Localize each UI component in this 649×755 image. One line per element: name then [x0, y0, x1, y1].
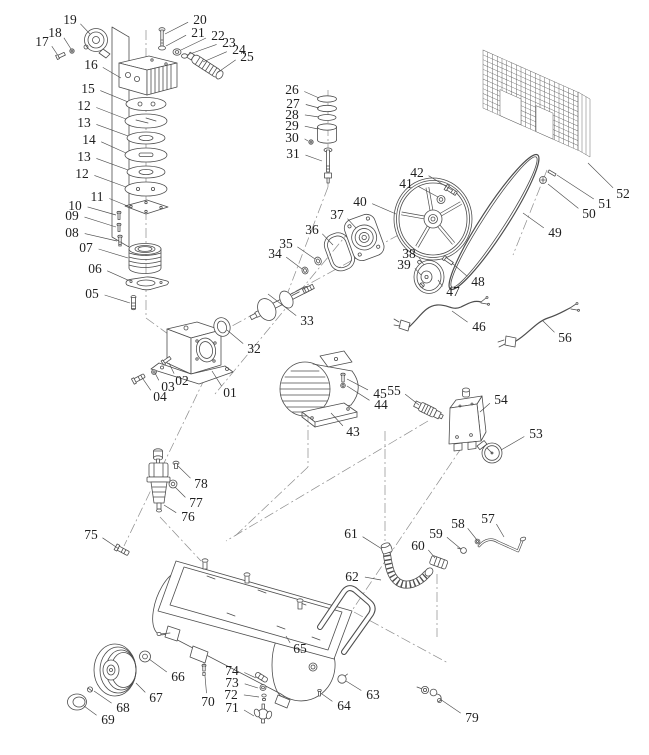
part-label: 68	[116, 699, 130, 715]
part-label: 39	[397, 256, 411, 272]
part-label: 60	[411, 537, 425, 553]
part-label: 64	[337, 697, 351, 713]
leader-line	[109, 199, 130, 208]
leader-line	[306, 155, 323, 161]
part-label: 61	[344, 525, 358, 541]
cylinder-drawing	[129, 244, 161, 274]
cylinder-gasket-drawing	[126, 277, 169, 290]
leader-line	[548, 184, 578, 208]
washer-18	[70, 49, 74, 53]
leader-line	[217, 60, 236, 73]
leader-line	[149, 659, 167, 672]
part-label: 13	[77, 148, 91, 164]
part-label: 21	[191, 24, 205, 40]
part-label: 56	[558, 329, 572, 345]
part-label: 46	[472, 318, 486, 334]
part-label: 53	[529, 425, 543, 441]
motor-drawing	[280, 351, 358, 427]
part-label: 34	[268, 245, 282, 261]
leader-line	[372, 204, 396, 214]
part-label: 57	[481, 510, 495, 526]
leader-line	[496, 524, 504, 537]
leader-line	[468, 528, 477, 540]
part-label: 40	[353, 193, 367, 209]
leader-line	[447, 537, 461, 549]
leader-line	[107, 271, 130, 281]
part-label: 63	[366, 686, 380, 702]
part-label: 09	[65, 207, 79, 223]
leader-line	[244, 695, 259, 697]
leader-line	[286, 257, 302, 269]
leader-line	[297, 247, 315, 259]
part-label: 19	[63, 11, 77, 27]
part-label: 06	[88, 260, 102, 276]
leader-line	[203, 52, 227, 62]
part-label: 59	[429, 525, 443, 541]
leader-line	[227, 330, 243, 344]
leader-line	[99, 249, 128, 258]
outlet-pipe-drawing	[458, 536, 527, 553]
part-label: 43	[346, 423, 360, 439]
part-label: 02	[175, 372, 189, 388]
pipe-fitting-58	[475, 539, 480, 544]
part-label: 31	[286, 145, 300, 161]
part-label: 66	[171, 668, 185, 684]
leader-line	[305, 139, 308, 141]
part-label: 24	[232, 41, 246, 57]
leader-line	[452, 263, 467, 276]
part-label: 11	[90, 188, 104, 204]
part-label: 71	[225, 699, 239, 715]
part-label: 10	[68, 197, 82, 213]
leader-line	[440, 699, 461, 713]
part-label: 07	[79, 239, 93, 255]
cylinder-head-drawing	[119, 56, 177, 95]
leader-line	[165, 22, 188, 34]
part-label: 78	[194, 475, 208, 491]
leader-line	[164, 505, 176, 513]
leader-line	[64, 38, 71, 49]
air-filter-drawing	[56, 29, 110, 60]
part-label: 47	[446, 283, 460, 299]
part-label: 29	[285, 117, 299, 133]
leader-line	[543, 321, 555, 332]
part-label: 05	[85, 285, 99, 301]
part-label: 28	[285, 106, 299, 122]
part-label: 33	[300, 312, 314, 328]
part-label: 41	[399, 175, 413, 191]
part-label: 77	[189, 494, 203, 510]
wheel-cap	[68, 694, 87, 710]
part-label: 13	[77, 114, 91, 130]
leader-line	[155, 373, 159, 380]
part-label: 03	[161, 378, 175, 394]
leader-line	[405, 394, 419, 405]
part-label: 08	[65, 224, 79, 240]
part-label: 37	[330, 206, 344, 222]
part-label: 45	[373, 385, 387, 401]
part-label: 12	[77, 97, 91, 113]
part-label: 74	[225, 662, 239, 678]
leader-line	[346, 681, 361, 691]
part-label: 32	[247, 340, 261, 356]
valve-plate-stack-drawing	[125, 98, 168, 215]
leader-line	[363, 537, 382, 549]
pressure-switch-drawing	[449, 388, 486, 451]
leader-line	[101, 142, 126, 153]
part-label: 79	[465, 709, 479, 725]
part-label: 73	[225, 674, 239, 690]
leader-line	[304, 92, 319, 99]
leader-line	[305, 126, 318, 129]
bolt-75-drawing	[114, 544, 130, 557]
check-valve-drawing	[413, 400, 444, 421]
leader-line	[306, 105, 319, 109]
wheel-drawing	[68, 644, 151, 710]
part-label: 48	[471, 273, 485, 289]
part-label: 65	[293, 640, 307, 656]
part-label: 35	[279, 235, 293, 251]
leader-line	[501, 437, 524, 451]
leader-line	[175, 487, 185, 497]
part-label: 38	[402, 245, 416, 261]
leader-line	[100, 91, 128, 102]
part-label: 27	[286, 95, 300, 111]
leader-line	[52, 46, 57, 54]
leader-line	[103, 538, 120, 549]
pressure-gauge-drawing	[477, 441, 502, 463]
head-bolt-drawing	[159, 28, 166, 50]
leader-line	[85, 217, 117, 227]
part-label: 17	[35, 33, 49, 49]
part-label: 50	[582, 205, 596, 221]
part-label: 26	[285, 81, 299, 97]
leader-line	[305, 115, 319, 117]
leader-line	[166, 35, 186, 46]
part-label: 25	[240, 48, 254, 64]
leader-line	[365, 577, 381, 580]
part-label: 54	[494, 391, 508, 407]
part-label: 04	[153, 388, 167, 404]
part-label: 70	[201, 693, 215, 709]
part-label: 75	[84, 526, 98, 542]
screw-17	[56, 52, 66, 60]
piston-group-drawing	[309, 96, 337, 183]
part-label: 58	[451, 515, 465, 531]
leader-line	[244, 710, 254, 716]
leader-line	[84, 706, 97, 715]
leader-line	[588, 163, 613, 188]
part-label: 15	[81, 80, 95, 96]
part-label: 20	[193, 11, 207, 27]
stud-drawing	[131, 296, 136, 310]
leader-line	[452, 311, 468, 322]
part-label: 16	[84, 56, 98, 72]
leader-line	[94, 175, 126, 187]
part-label: 36	[305, 221, 319, 237]
leader-line	[523, 213, 544, 228]
filter-regulator-drawing	[147, 449, 179, 512]
part-label: 22	[211, 27, 225, 43]
part-label: 12	[75, 165, 89, 181]
part-label: 67	[149, 689, 163, 705]
leader-line	[205, 676, 207, 693]
part-label: 51	[598, 195, 612, 211]
part-label: 62	[345, 568, 359, 584]
part-label: 42	[410, 164, 424, 180]
leader-line	[143, 379, 151, 390]
leader-line	[136, 683, 145, 692]
part-label: 18	[48, 24, 62, 40]
part-label: 55	[387, 382, 401, 398]
part-label: 14	[82, 131, 96, 147]
part-label: 72	[224, 686, 238, 702]
part-label: 52	[616, 185, 630, 201]
pipe-nut-59	[461, 548, 467, 554]
part-label: 01	[223, 384, 237, 400]
inlet-fitting-drawing	[173, 49, 188, 58]
leader-line	[96, 108, 126, 120]
wheel-washer	[140, 651, 151, 662]
part-label: 69	[101, 711, 115, 727]
leader-line	[80, 24, 90, 34]
part-label: 44	[374, 396, 388, 412]
part-label: 23	[222, 34, 236, 50]
tank-fitting-drawing	[417, 686, 442, 702]
leader-line	[245, 684, 258, 688]
part-label: 76	[181, 508, 195, 524]
motor-bolts-drawing	[341, 373, 346, 388]
leader-line	[322, 694, 332, 701]
leader-line	[187, 44, 217, 55]
side-panel-drawing	[112, 27, 129, 247]
part-label: 30	[285, 129, 299, 145]
part-label: 49	[548, 224, 562, 240]
leader-line	[105, 295, 130, 303]
leader-line	[178, 466, 191, 478]
